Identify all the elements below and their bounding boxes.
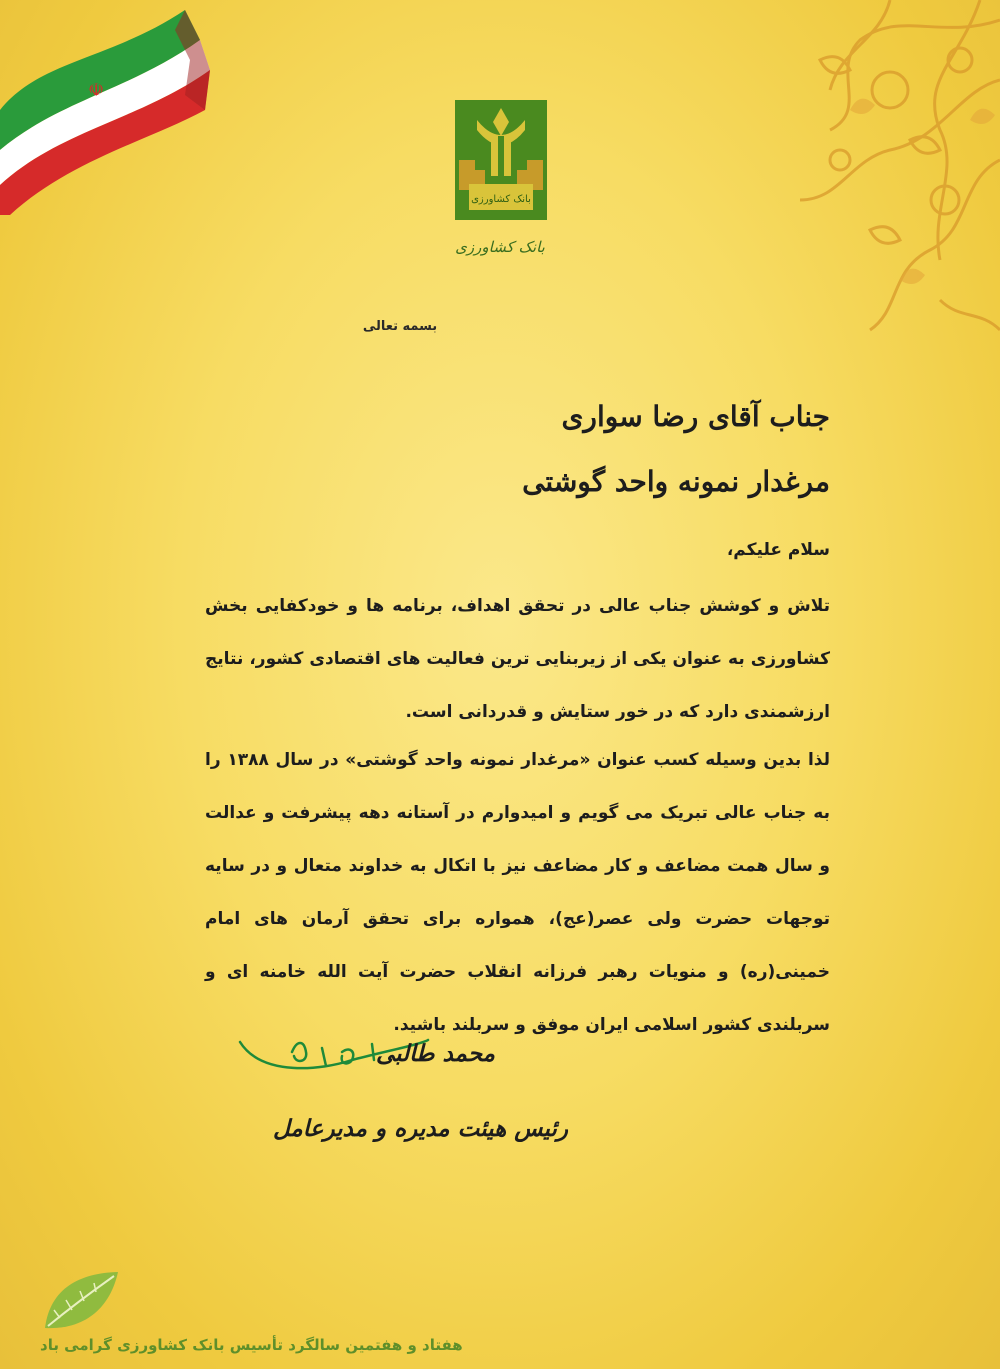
floral-ornament-icon [640, 0, 1000, 360]
body-paragraph-1: تلاش و کوشش جناب عالی در تحقق اهداف، برنامه ها و خودکفایی بخش کشاورزی به عنوان یکی از زیربنایی ترین فعالیت های اقتصادی کشور، نتایج ارزشمندی دارد که در خور ستایش و قدردانی است. [205, 596, 830, 722]
bank-keshavarzi-logo-icon [455, 100, 547, 220]
logo-caption: بانک کشاورزی [455, 238, 545, 256]
body-paragraph-2: لذا بدین وسیله کسب عنوان «مرغدار نمونه واحد گوشتی» در سال ۱۳۸۸ را به جناب عالی تبریک می گویم و امیدوارم در آستانه دهه پیشرفت و عدالت و سال همت مضاعف و کار مضاعف نیز با اتکال به خداوند متعال و در سایه توجهات حضرت ولی عصر(عج)، همواره برای تحقق آرمان های امام خمینی(ره) و منویات رهبر فرزانه انقلاب حضرت آیت الله خامنه ای و سربلندی کشور اسلامی ایران موفق و سربلند باشید. [205, 750, 830, 1035]
svg-text:☫: ☫ [88, 80, 105, 101]
iran-flag-icon [0, 0, 220, 220]
logo-inner-text: بانک کشاورزی [471, 194, 531, 205]
signer-name: محمد طالبی [376, 1040, 495, 1067]
signer-title: رئیس هیئت مدیره و مدیرعامل [273, 1115, 568, 1142]
invocation: بسمه تعالی [362, 319, 438, 334]
recipient-title: مرغدار نمونه واحد گوشتی [522, 465, 830, 498]
anniversary-footer: هفتاد و هفتمین سالگرد تأسیس بانک کشاورزی گرامی باد [40, 1336, 463, 1354]
greeting: سلام علیکم، [726, 540, 830, 560]
recipient-name: جناب آقای رضا سواری [561, 400, 830, 433]
leaf-emblem-icon [40, 1268, 120, 1338]
